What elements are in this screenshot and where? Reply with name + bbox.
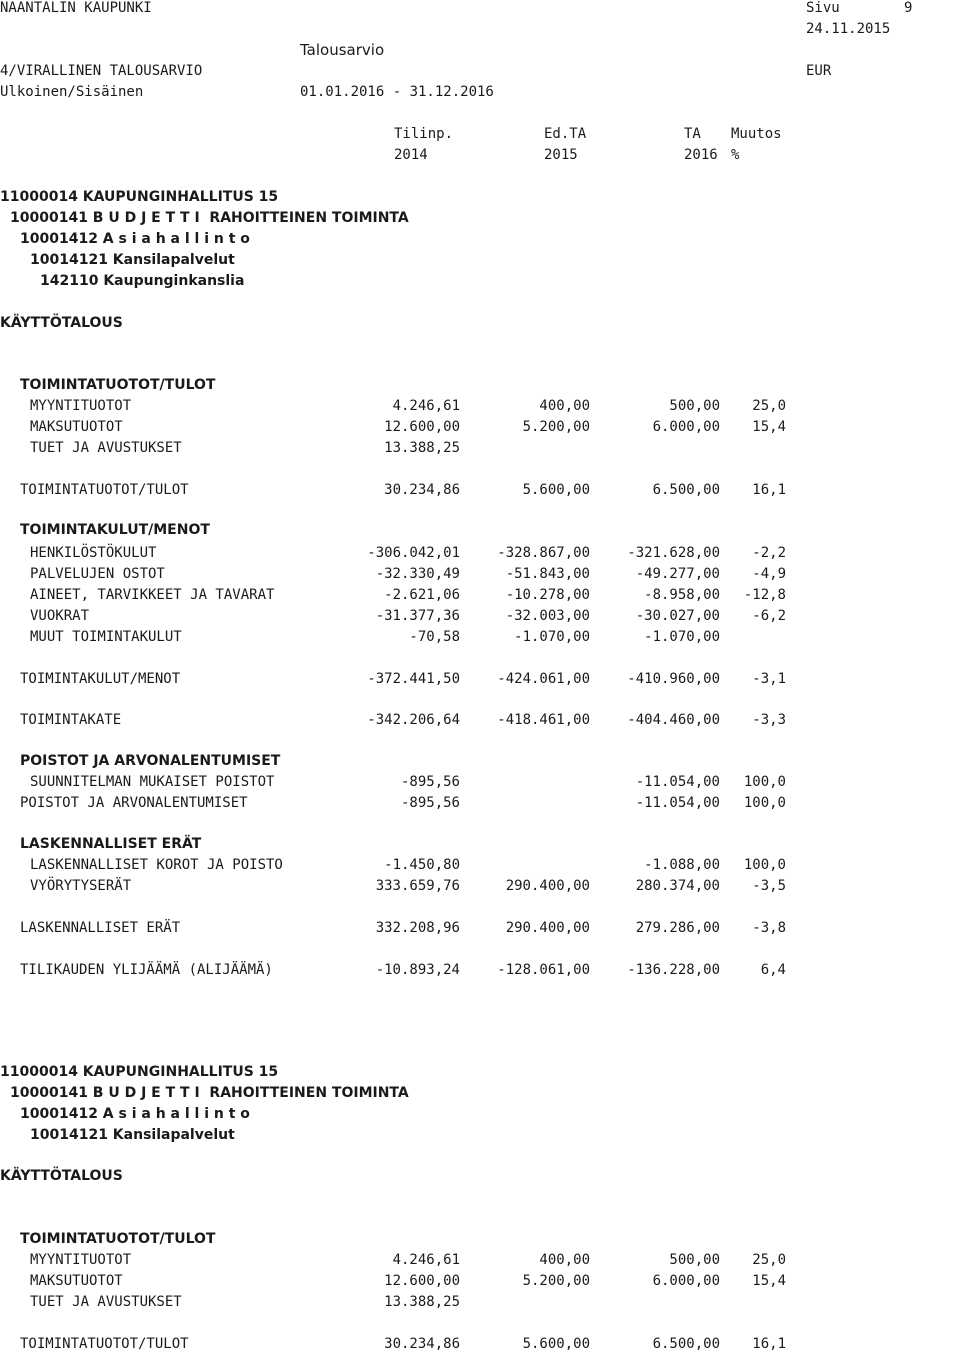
row-label: HENKILÖSTÖKULUT bbox=[30, 545, 157, 561]
ta-2016-value: 280.374,00 bbox=[635, 878, 720, 894]
total-label: LASKENNALLISET ERÄT bbox=[20, 920, 181, 936]
muutos-percent-value: 100,0 bbox=[743, 774, 786, 790]
tilinp-2014-value: 30.234,86 bbox=[384, 1336, 460, 1352]
ta-2016-value: -49.277,00 bbox=[635, 566, 720, 582]
total-label: POISTOT JA ARVONALENTUMISET bbox=[20, 795, 248, 811]
col4-header-bottom: % bbox=[731, 147, 740, 163]
org-level-1: 11000014 KAUPUNGINHALLITUS 15 bbox=[0, 189, 279, 205]
org-name: NAANTALIN KAUPUNKI bbox=[0, 0, 152, 16]
tilinp-2014-value: -70,58 bbox=[409, 629, 460, 645]
org-level-3: 10001412 A s i a h a l l i n t o bbox=[20, 1106, 250, 1122]
ed-ta-2015-value: -1.070,00 bbox=[514, 629, 590, 645]
ed-ta-2015-value: -128.061,00 bbox=[497, 962, 590, 978]
ta-2016-value: -1.070,00 bbox=[644, 629, 720, 645]
total-label: TOIMINTAKULUT/MENOT bbox=[20, 671, 181, 687]
col2-header-top: Ed.TA bbox=[544, 126, 587, 142]
tilinp-2014-value: 333.659,76 bbox=[375, 878, 460, 894]
ta-2016-value: -410.960,00 bbox=[627, 671, 720, 687]
ta-2016-value: 500,00 bbox=[669, 398, 720, 414]
tilinp-2014-value: -895,56 bbox=[400, 774, 460, 790]
org-level-2: 10000141 B U D J E T T I RAHOITTEINEN TOIMINTA bbox=[10, 210, 409, 226]
tilinp-2014-value: 12.600,00 bbox=[384, 419, 460, 435]
group-heading: LASKENNALLISET ERÄT bbox=[20, 836, 202, 852]
tilinp-2014-value: 4.246,61 bbox=[392, 1252, 460, 1268]
row-label: AINEET, TARVIKKEET JA TAVARAT bbox=[30, 587, 275, 603]
ta-2016-value: -8.958,00 bbox=[644, 587, 720, 603]
muutos-percent-value: -12,8 bbox=[743, 587, 786, 603]
row-label: MUUT TOIMINTAKULUT bbox=[30, 629, 182, 645]
group-heading: POISTOT JA ARVONALENTUMISET bbox=[20, 753, 281, 769]
row-label: VUOKRAT bbox=[30, 608, 90, 624]
org-level-4: 10014121 Kansilapalvelut bbox=[30, 1127, 235, 1143]
muutos-percent-value: 25,0 bbox=[752, 398, 786, 414]
muutos-percent-value: 6,4 bbox=[760, 962, 786, 978]
tilinp-2014-value: 332.208,96 bbox=[375, 920, 460, 936]
group-heading: TOIMINTATUOTOT/TULOT bbox=[20, 1231, 216, 1247]
group-heading: TOIMINTATUOTOT/TULOT bbox=[20, 377, 216, 393]
ed-ta-2015-value: 5.200,00 bbox=[522, 419, 590, 435]
col3-header-top: TA bbox=[684, 126, 701, 142]
row-label: VYÖRYTYSERÄT bbox=[30, 878, 132, 894]
tilinp-2014-value: 13.388,25 bbox=[384, 1294, 460, 1310]
report-title: Talousarvio bbox=[300, 41, 385, 59]
muutos-percent-value: 16,1 bbox=[752, 482, 786, 498]
tilinp-2014-value: -372.441,50 bbox=[367, 671, 460, 687]
ta-2016-value: 279.286,00 bbox=[635, 920, 720, 936]
col3-header-bottom: 2016 bbox=[684, 147, 718, 163]
muutos-percent-value: 100,0 bbox=[743, 857, 786, 873]
tilinp-2014-value: 30.234,86 bbox=[384, 482, 460, 498]
ta-2016-value: 500,00 bbox=[669, 1252, 720, 1268]
row-label: TUET JA AVUSTUKSET bbox=[30, 1294, 182, 1310]
ed-ta-2015-value: -32.003,00 bbox=[505, 608, 590, 624]
muutos-percent-value: 16,1 bbox=[752, 1336, 786, 1352]
tilinp-2014-value: -31.377,36 bbox=[375, 608, 460, 624]
ta-2016-value: -404.460,00 bbox=[627, 712, 720, 728]
row-label: MYYNTITUOTOT bbox=[30, 1252, 132, 1268]
muutos-percent-value: 15,4 bbox=[752, 1273, 786, 1289]
muutos-percent-value: -3,8 bbox=[752, 920, 786, 936]
ed-ta-2015-value: 5.600,00 bbox=[522, 1336, 590, 1352]
row-label: TUET JA AVUSTUKSET bbox=[30, 440, 182, 456]
tilinp-2014-value: -32.330,49 bbox=[375, 566, 460, 582]
total-label: TILIKAUDEN YLIJÄÄMÄ (ALIJÄÄMÄ) bbox=[20, 962, 273, 978]
row-label: MAKSUTUOTOT bbox=[30, 1273, 123, 1289]
row-label: MAKSUTUOTOT bbox=[30, 419, 123, 435]
section-title: KÄYTTÖTALOUS bbox=[0, 315, 123, 331]
ta-2016-value: -136.228,00 bbox=[627, 962, 720, 978]
page-number: 9 bbox=[904, 0, 913, 16]
period: 01.01.2016 - 31.12.2016 bbox=[300, 84, 494, 100]
org-level-2: 10000141 B U D J E T T I RAHOITTEINEN TOIMINTA bbox=[10, 1085, 409, 1101]
ta-2016-value: 6.500,00 bbox=[652, 482, 720, 498]
tilinp-2014-value: -895,56 bbox=[400, 795, 460, 811]
tilinp-2014-value: -10.893,24 bbox=[375, 962, 460, 978]
muutos-percent-value: 25,0 bbox=[752, 1252, 786, 1268]
ed-ta-2015-value: 400,00 bbox=[539, 398, 590, 414]
report-date: 24.11.2015 bbox=[806, 21, 891, 37]
row-label: MYYNTITUOTOT bbox=[30, 398, 132, 414]
ta-2016-value: -11.054,00 bbox=[635, 774, 720, 790]
ed-ta-2015-value: -10.278,00 bbox=[505, 587, 590, 603]
tilinp-2014-value: 13.388,25 bbox=[384, 440, 460, 456]
ed-ta-2015-value: 290.400,00 bbox=[505, 920, 590, 936]
muutos-percent-value: -4,9 bbox=[752, 566, 786, 582]
muutos-percent-value: -2,2 bbox=[752, 545, 786, 561]
col4-header-top: Muutos bbox=[731, 126, 782, 142]
total-label: TOIMINTAKATE bbox=[20, 712, 122, 728]
ta-2016-value: -321.628,00 bbox=[627, 545, 720, 561]
tilinp-2014-value: 12.600,00 bbox=[384, 1273, 460, 1289]
ed-ta-2015-value: 400,00 bbox=[539, 1252, 590, 1268]
org-level-5: 142110 Kaupunginkanslia bbox=[40, 273, 245, 289]
group-heading: TOIMINTAKULUT/MENOT bbox=[20, 522, 210, 538]
col1-header-bottom: 2014 bbox=[394, 147, 428, 163]
ta-2016-value: 6.000,00 bbox=[652, 419, 720, 435]
muutos-percent-value: -6,2 bbox=[752, 608, 786, 624]
tilinp-2014-value: -342.206,64 bbox=[367, 712, 460, 728]
ta-2016-value: -30.027,00 bbox=[635, 608, 720, 624]
tilinp-2014-value: -2.621,06 bbox=[384, 587, 460, 603]
tilinp-2014-value: 4.246,61 bbox=[392, 398, 460, 414]
col1-header-top: Tilinp. bbox=[394, 126, 454, 142]
ta-2016-value: -1.088,00 bbox=[644, 857, 720, 873]
total-label: TOIMINTATUOTOT/TULOT bbox=[20, 482, 189, 498]
org-level-1: 11000014 KAUPUNGINHALLITUS 15 bbox=[0, 1064, 279, 1080]
report-line: 4/VIRALLINEN TALOUSARVIO bbox=[0, 63, 203, 79]
total-label: TOIMINTATUOTOT/TULOT bbox=[20, 1336, 189, 1352]
ed-ta-2015-value: -328.867,00 bbox=[497, 545, 590, 561]
tilinp-2014-value: -306.042,01 bbox=[367, 545, 460, 561]
muutos-percent-value: 15,4 bbox=[752, 419, 786, 435]
col2-header-bottom: 2015 bbox=[544, 147, 578, 163]
org-level-3: 10001412 A s i a h a l l i n t o bbox=[20, 231, 250, 247]
scope: Ulkoinen/Sisäinen bbox=[0, 84, 144, 100]
muutos-percent-value: -3,5 bbox=[752, 878, 786, 894]
ed-ta-2015-value: 5.600,00 bbox=[522, 482, 590, 498]
ed-ta-2015-value: 5.200,00 bbox=[522, 1273, 590, 1289]
ta-2016-value: 6.500,00 bbox=[652, 1336, 720, 1352]
ed-ta-2015-value: 290.400,00 bbox=[505, 878, 590, 894]
row-label: PALVELUJEN OSTOT bbox=[30, 566, 165, 582]
tilinp-2014-value: -1.450,80 bbox=[384, 857, 460, 873]
currency: EUR bbox=[806, 63, 832, 79]
muutos-percent-value: 100,0 bbox=[743, 795, 786, 811]
row-label: SUUNNITELMAN MUKAISET POISTOT bbox=[30, 774, 275, 790]
ed-ta-2015-value: -51.843,00 bbox=[505, 566, 590, 582]
muutos-percent-value: -3,3 bbox=[752, 712, 786, 728]
ta-2016-value: -11.054,00 bbox=[635, 795, 720, 811]
page-label: Sivu bbox=[806, 0, 840, 16]
row-label: LASKENNALLISET KOROT JA POISTO bbox=[30, 857, 283, 873]
ed-ta-2015-value: -418.461,00 bbox=[497, 712, 590, 728]
org-level-4: 10014121 Kansilapalvelut bbox=[30, 252, 235, 268]
ta-2016-value: 6.000,00 bbox=[652, 1273, 720, 1289]
section-title: KÄYTTÖTALOUS bbox=[0, 1168, 123, 1184]
muutos-percent-value: -3,1 bbox=[752, 671, 786, 687]
ed-ta-2015-value: -424.061,00 bbox=[497, 671, 590, 687]
